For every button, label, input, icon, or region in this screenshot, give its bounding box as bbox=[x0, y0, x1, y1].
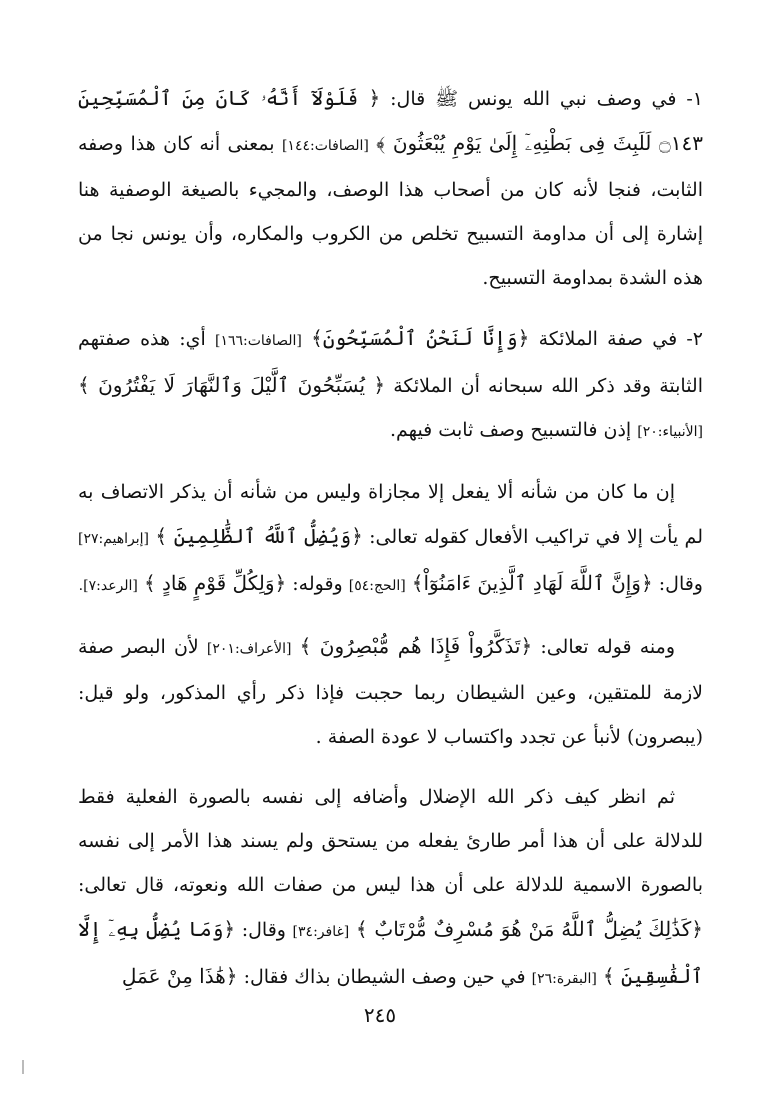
paragraph-text: بمعنى أنه كان هذا وصفه الثابت، فنجا لأنه كان من أصحاب هذا الوصف، والمجيء بالصيغة الوصفية هنا إشارة إلى أن مداومة التسبيح تخلص من الكروب والمكاره، وأن يونس نجا من هذه الشدة بمداومة التسبيح. bbox=[78, 133, 703, 289]
paragraph-text: إذن فالتسبيح وصف ثابت فيهم. bbox=[390, 419, 632, 441]
quran-verse: ﴿ فَلَوْلَآ أَنَّهُۥ كَانَ مِنَ ٱلْمُسَبِّحِينَ ۝١٤٣ لَلَبِثَ فِى بَطْنِهِۦٓ إِلَىٰ يَوْمِ يُبْعَثُونَ ﴾ bbox=[78, 86, 703, 155]
page-number: ٢٤٥ bbox=[363, 1003, 397, 1027]
quran-verse: ﴿هَٰذَا مِنْ عَمَلِ bbox=[121, 964, 238, 988]
paragraph-text: ثم انظر كيف ذكر الله الإضلال وأضافه إلى نفسه بالصورة الفعلية فقط للدلالة على أن هذا أمر طارئ يفعله من يستحق ولم يسند هذا الأمر إلى نفسه بالصورة الاسمية للدلالة على أن هذا ليس من صفات الله ونعوته، قال تعالى: bbox=[78, 786, 703, 896]
paragraph-text: وقال: bbox=[241, 919, 286, 941]
verse-reference: [الصافات:١٦٦] bbox=[214, 333, 302, 349]
paragraph-angels bbox=[78, 316, 703, 454]
paragraph-misguidance bbox=[78, 775, 703, 1001]
verse-reference: [الأنبياء:٢٠] bbox=[637, 424, 703, 440]
page-content bbox=[78, 76, 703, 1017]
quran-verse: ﴿وَإِنَّ ٱللَّهَ لَهَادِ ٱلَّذِينَ ءَامَنُوٓاْ﴾ bbox=[411, 571, 653, 595]
quran-verse: ﴿كَذَٰلِكَ يُضِلُّ ٱللَّهُ مَنْ هُوَ مُسْرِفٌ مُّرْتَابٌ ﴾ bbox=[355, 917, 703, 941]
verse-reference: [إبراهيم:٢٧] bbox=[78, 531, 150, 547]
paragraph-text: ٢- في صفة الملائكة bbox=[538, 328, 703, 350]
quran-verse: ﴿ يُسَبِّحُونَ ٱلَّيْلَ وَٱلنَّهَارَ لَا يَفْتُرُونَ ﴾ bbox=[78, 373, 386, 397]
verse-reference: [الرعد:٧]. bbox=[78, 578, 138, 594]
paragraph-sight bbox=[78, 624, 703, 759]
paragraph-text: في حين وصف الشيطان بذاك فقال: bbox=[243, 966, 526, 988]
verse-reference: [الحج:٥٤] bbox=[348, 578, 406, 594]
paragraph-text: إن ما كان من شأنه ألا يفعل إلا مجازاة وليس من شأنه أن يذكر الاتصاف به لم يأت إلا في تراكيب الأفعال كقوله تعالى: bbox=[78, 481, 703, 548]
paragraph-text: وقال: bbox=[658, 573, 703, 595]
paragraph-verbs bbox=[78, 470, 703, 608]
verse-reference: [الصافات:١٤٤] bbox=[281, 138, 369, 154]
verse-reference: [الأعراف:٢٠١] bbox=[206, 641, 292, 657]
paragraph-text: ١- في وصف نبي الله يونس ﷺ قال: bbox=[390, 88, 703, 110]
paragraph-yunus bbox=[78, 76, 703, 300]
quran-verse: ﴿تَذَكَّرُواْ فَإِذَا هُم مُّبْصِرُونَ ﴾ bbox=[299, 634, 533, 658]
quran-verse: ﴿وَلِكُلِّ قَوْمٍ هَادٍ ﴾ bbox=[143, 571, 287, 595]
paragraph-text: أي: هذه صفتهم الثابتة وقد ذكر الله سبحانه أن الملائكة bbox=[78, 328, 703, 397]
quran-verse: ﴿وَإِنَّا لَنَحْنُ ٱلْمُسَبِّحُونَ﴾ bbox=[311, 326, 530, 350]
paragraph-text: ومنه قوله تعالى: bbox=[540, 636, 676, 658]
paragraph-text: لأن البصر صفة لازمة للمتقين، وعين الشيطان ربما حجبت فإذا ذكر رأي المذكور، ولو قيل: (يبصرون) لأنبأ عن تجدد واكتساب لا عودة الصفة . bbox=[78, 636, 703, 748]
quran-verse: ﴿وَيُضِلُّ ٱللَّهُ ٱلظَّٰلِمِينَ ﴾ bbox=[155, 524, 363, 548]
quran-verse: ﴿وَمَا يُضِلُّ بِهِۦٓ إِلَّا ٱلْفَٰسِقِينَ ﴾ bbox=[78, 917, 703, 988]
verse-reference: [البقرة:٢٦] bbox=[531, 971, 597, 987]
paragraph-text: وقوله: bbox=[292, 573, 343, 595]
verse-reference: [غافر:٣٤] bbox=[292, 924, 350, 940]
scan-edge-mark bbox=[22, 1060, 24, 1074]
